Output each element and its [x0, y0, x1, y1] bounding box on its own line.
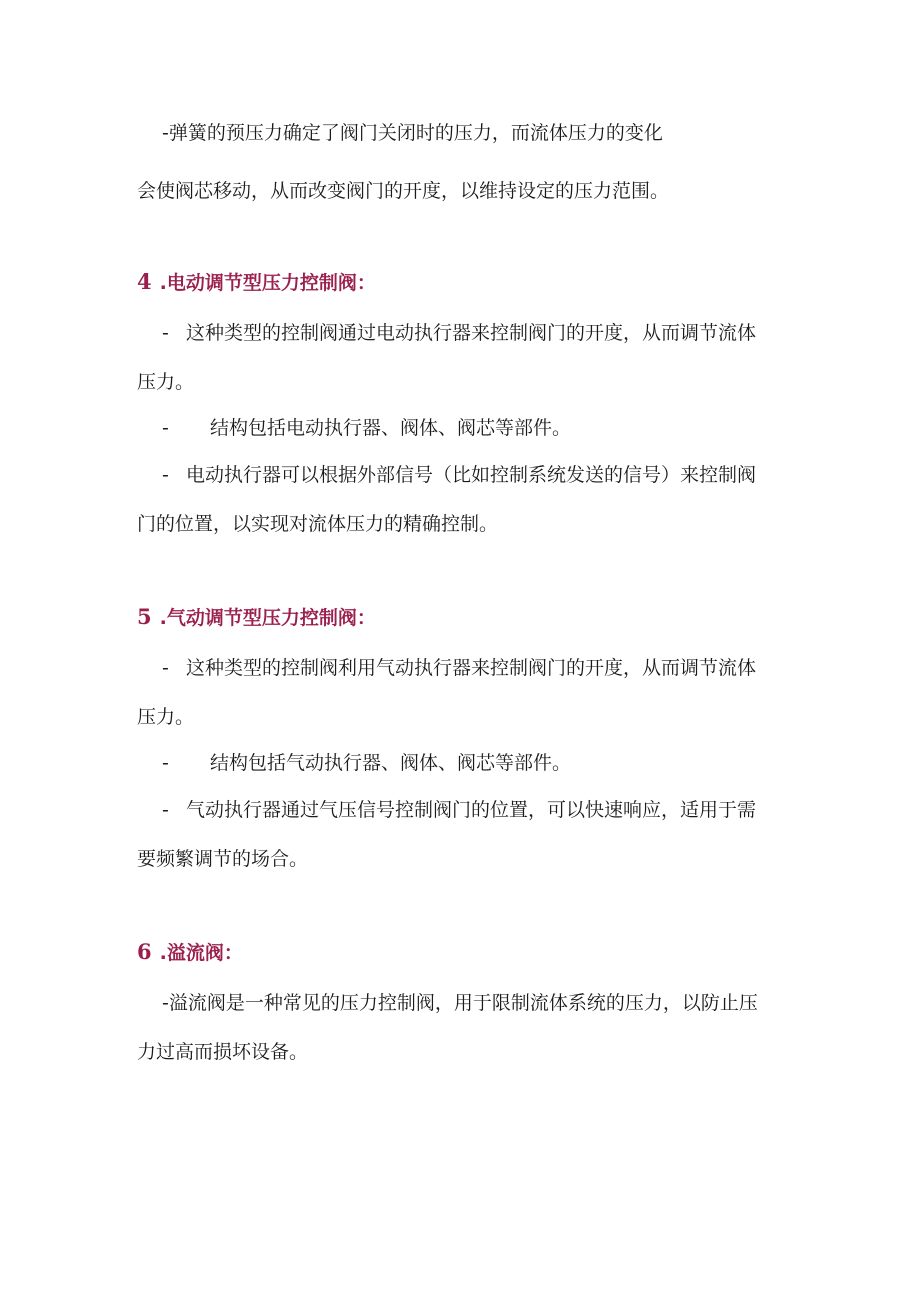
section-4-bullet-1: [162, 320, 756, 346]
bullet-text: -溢流阀是一种常见的压力控制阀，用于限制流体系统的压力，以防止压: [162, 992, 758, 1014]
section-5-bullet-3: [162, 797, 756, 823]
bullet-dash: -: [162, 799, 169, 821]
section-5-title: .气动调节型压力控制阀：: [159, 607, 376, 629]
section-4-title: .电动调节型压力控制阀：: [159, 272, 376, 294]
section-5-bullet-1-cont: 压力。: [137, 706, 195, 728]
bullet-text: 气动执行器通过气压信号控制阀门的位置，可以快速响应，适用于需: [186, 799, 757, 821]
section-4-bullet-1-cont: 压力。: [137, 371, 195, 393]
bullet-dash: -: [162, 464, 169, 486]
section-5-bullet-2: [162, 750, 571, 776]
section-5-heading: [137, 604, 376, 631]
section-4-number: 4: [137, 269, 152, 294]
section-6-number: 6: [137, 939, 152, 964]
bullet-text: 这种类型的控制阀利用气动执行器来控制阀门的开度，从而调节流体: [186, 657, 757, 679]
bullet-dash: -: [162, 657, 169, 679]
section-5-bullet-3-cont: 要频繁调节的场合。: [137, 848, 309, 870]
bullet-dash: -: [162, 322, 169, 344]
section-5-bullet-1: [162, 655, 756, 681]
bullet-dash: -: [162, 752, 169, 774]
section-4-bullet-2: [162, 415, 571, 441]
section-6-bullet-1: [162, 990, 758, 1016]
intro-line-2: 会使阀芯移动，从而改变阀门的开度，以维持设定的压力范围。: [137, 180, 670, 202]
section-6-heading: [137, 939, 243, 966]
section-6-title: .溢流阀：: [159, 942, 243, 964]
bullet-dash: -: [162, 417, 169, 439]
section-4-heading: [137, 269, 376, 296]
bullet-text: 电动执行器可以根据外部信号（比如控制系统发送的信号）来控制阀: [186, 464, 757, 486]
section-4-bullet-3-cont: 门的位置，以实现对流体压力的精确控制。: [137, 513, 499, 535]
bullet-text: 这种类型的控制阀通过电动执行器来控制阀门的开度，从而调节流体: [186, 322, 757, 344]
bullet-text: 结构包括气动执行器、阀体、阀芯等部件。: [210, 752, 572, 774]
section-6-bullet-1-cont: 力过高而损坏设备。: [137, 1041, 309, 1063]
bullet-text: 结构包括电动执行器、阀体、阀芯等部件。: [210, 417, 572, 439]
intro-line-1: -弹簧的预压力确定了阀门关闭时的压力，而流体压力的变化: [162, 122, 663, 144]
section-5-number: 5: [137, 604, 152, 629]
section-4-bullet-3: [162, 462, 756, 488]
